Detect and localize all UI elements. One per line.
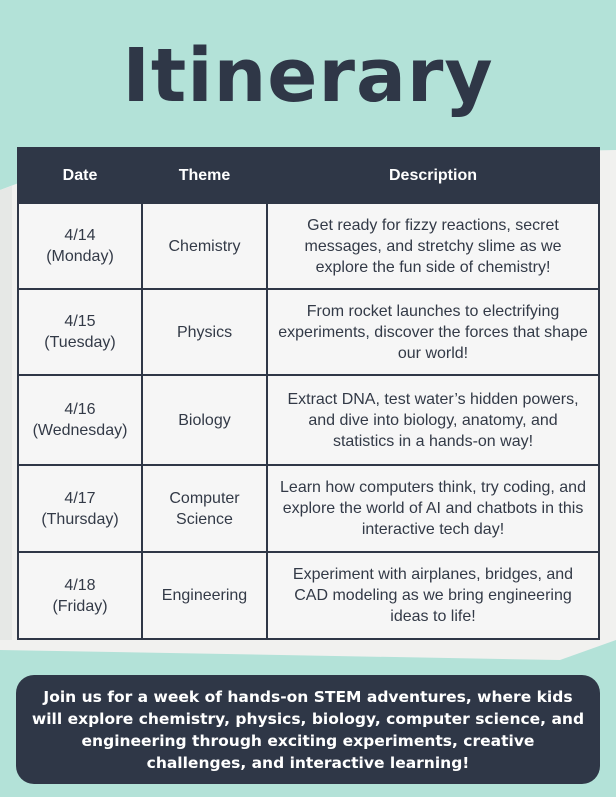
header-date: Date	[18, 148, 142, 203]
description-cell: Experiment with airplanes, bridges, and CAD modeling as we bring engineering ideas to life!	[267, 552, 599, 639]
theme-cell: Engineering	[142, 552, 267, 639]
itinerary-table	[17, 147, 600, 640]
day-value: (Thursday)	[41, 510, 119, 528]
day-value: (Monday)	[46, 248, 114, 265]
description-cell: From rocket launches to electrifying experiments, discover the forces that shape our world!	[267, 289, 599, 375]
theme-cell: Biology	[142, 375, 267, 465]
table-row	[18, 203, 599, 289]
day-value: (Wednesday)	[32, 422, 128, 439]
date-value: 4/18	[64, 576, 96, 594]
date-cell	[18, 289, 142, 375]
date-cell	[18, 465, 142, 552]
table-row	[18, 552, 599, 639]
day-value: (Friday)	[52, 597, 108, 615]
header-description: Description	[267, 148, 599, 203]
date-value: 4/16	[64, 401, 96, 418]
theme-cell: Chemistry	[142, 203, 267, 289]
date-cell	[18, 552, 142, 639]
theme-cell: Computer Science	[142, 465, 267, 552]
date-cell	[18, 375, 142, 465]
date-cell	[18, 203, 142, 289]
table-row	[18, 375, 599, 465]
theme-cell: Physics	[142, 289, 267, 375]
table-row	[18, 289, 599, 375]
page-title: Itinerary	[122, 33, 494, 119]
date-value: 4/15	[64, 313, 96, 330]
day-value: (Tuesday)	[44, 334, 116, 351]
footer-banner	[16, 675, 600, 784]
footer-text: Join us for a week of hands-on STEM adventures, where kids will explore chemistry, physics, biology, computer science, and engineering through exciting experiments, creative challenges, and interactive learning!	[31, 687, 585, 772]
date-value: 4/14	[64, 227, 96, 244]
header-theme: Theme	[142, 148, 267, 203]
description-cell: Extract DNA, test water’s hidden powers, and dive into biology, anatomy, and statistics in a hands-on way!	[267, 375, 599, 465]
description-cell: Learn how computers think, try coding, and explore the world of AI and chatbots in this interactive tech day!	[267, 465, 599, 552]
table-header-row	[18, 148, 599, 203]
date-value: 4/17	[64, 489, 96, 507]
table-row	[18, 465, 599, 552]
description-cell: Get ready for fizzy reactions, secret messages, and stretchy slime as we explore the fun side of chemistry!	[267, 203, 599, 289]
